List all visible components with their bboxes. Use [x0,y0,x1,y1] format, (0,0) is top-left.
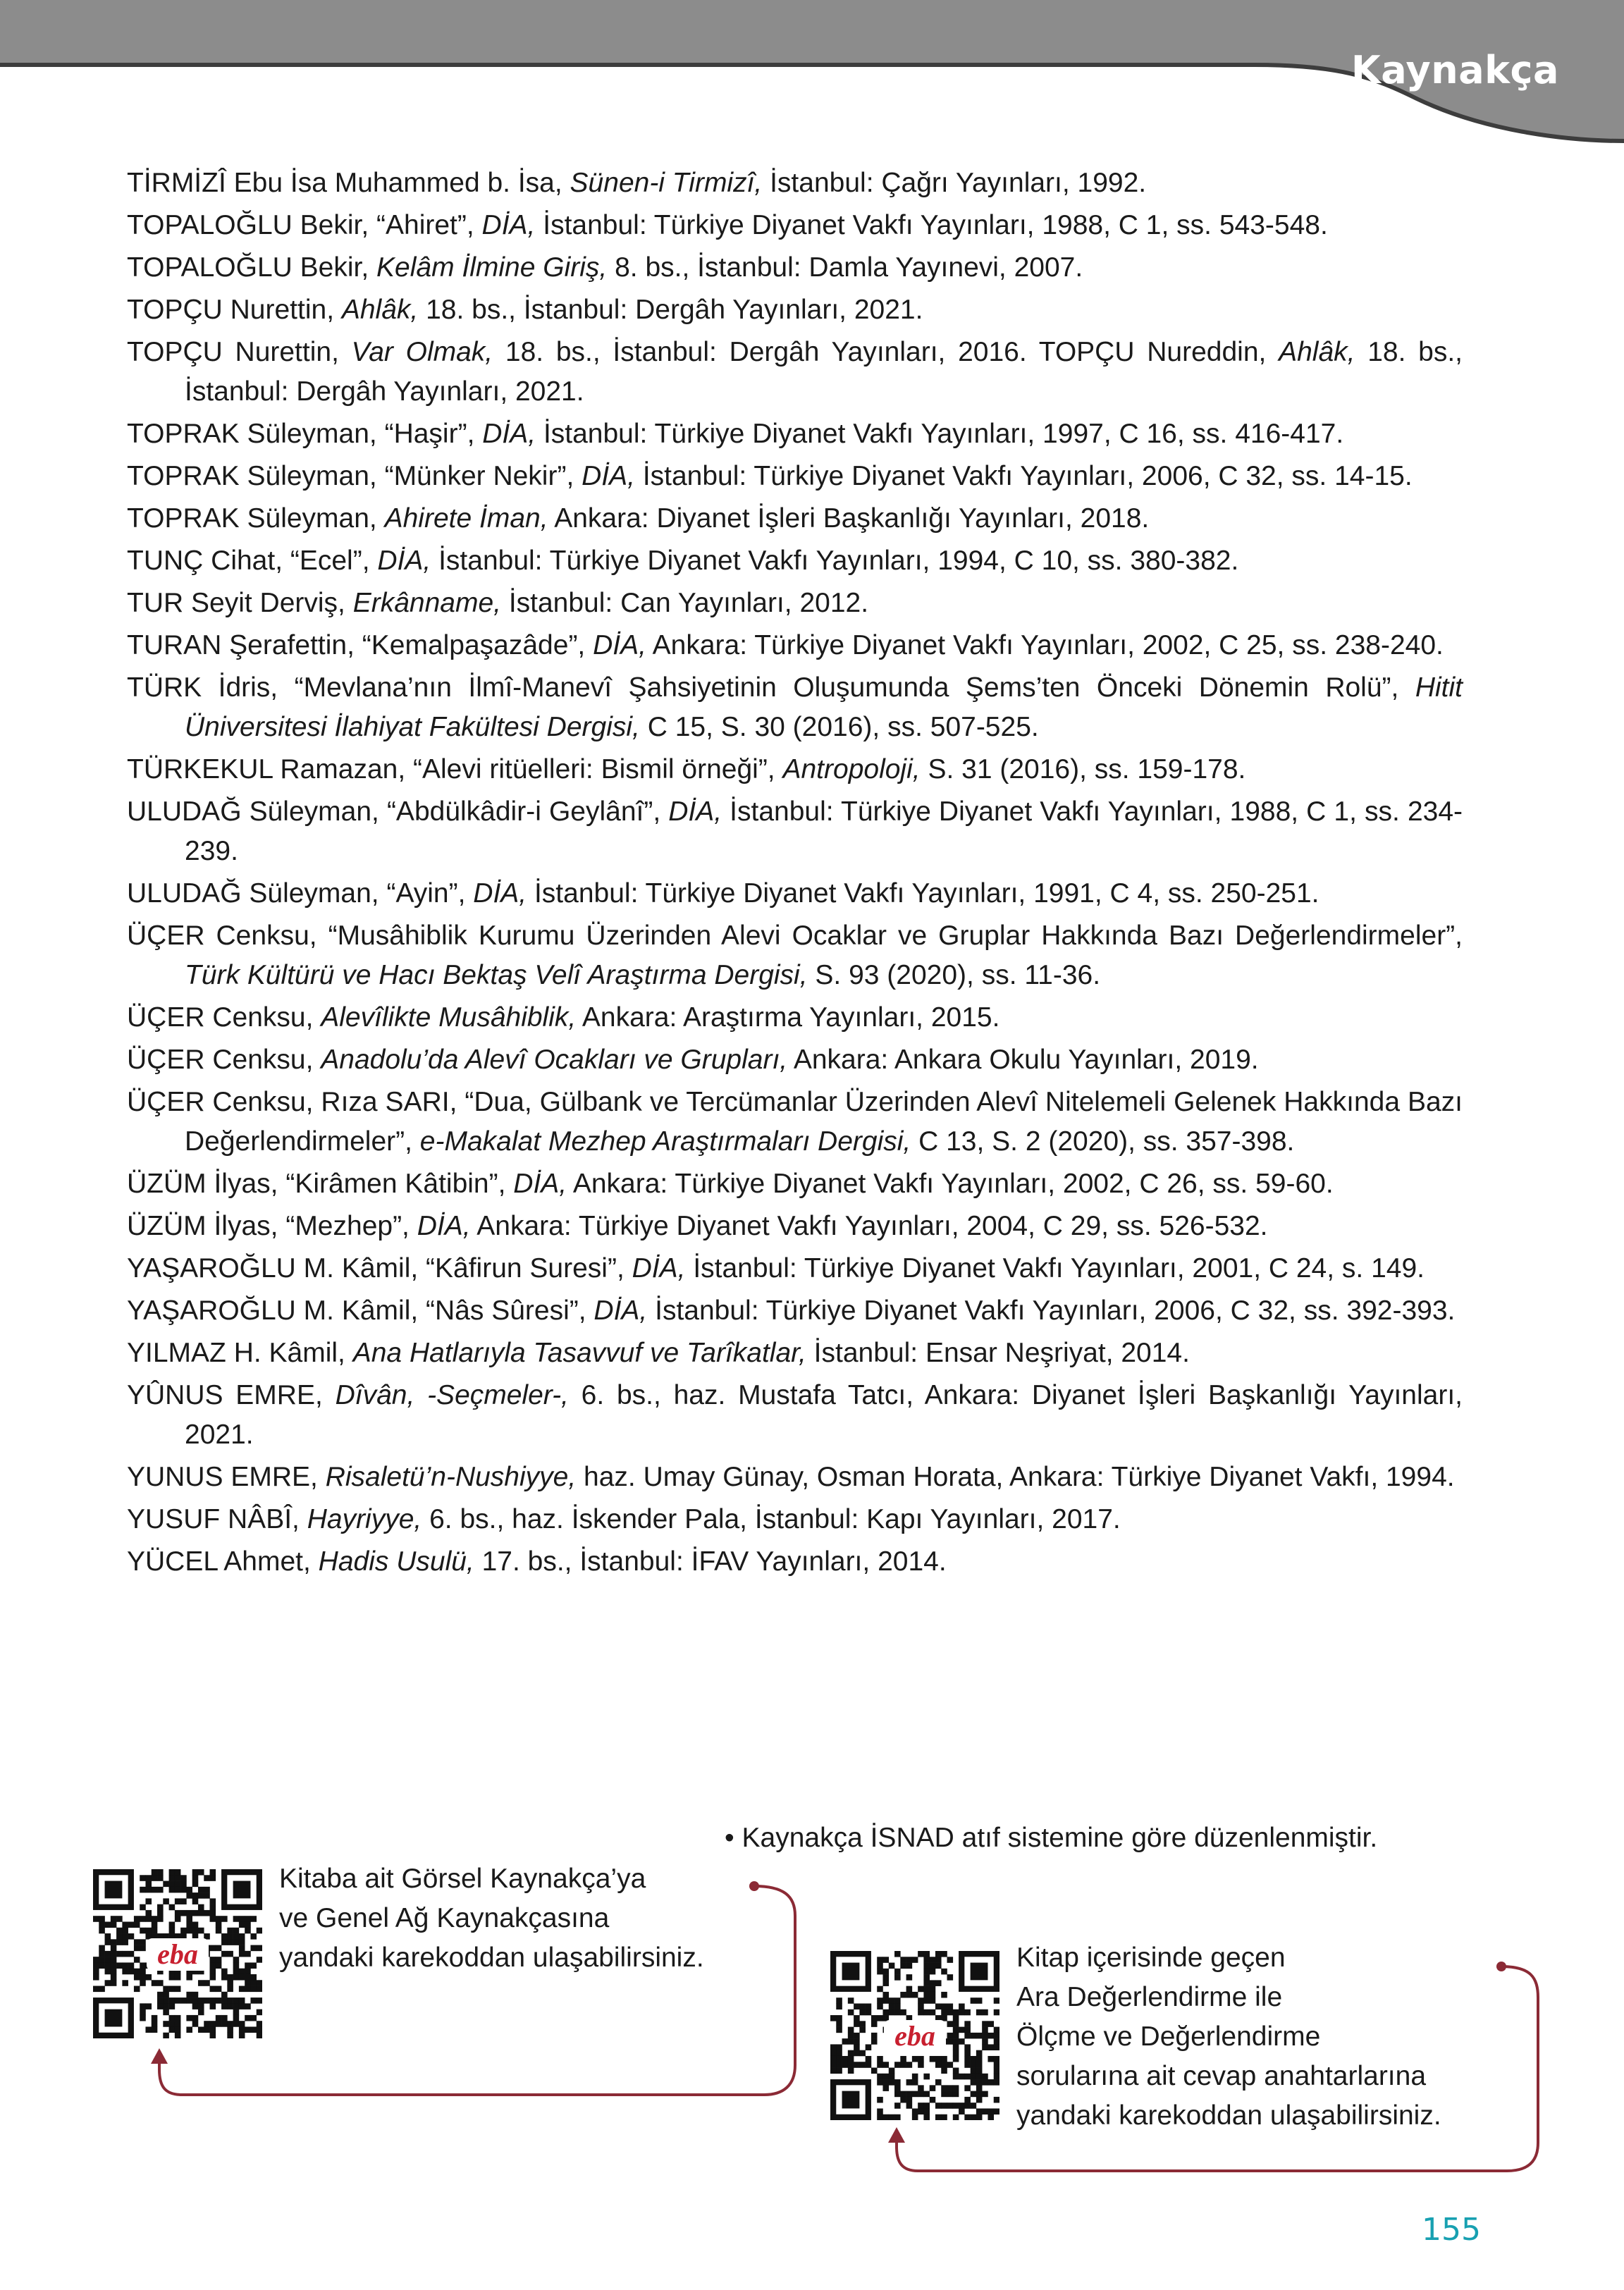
reference-entry [127,1500,1463,1539]
reference-text: 18. bs., İstanbul: Dergâh Yayınları, 2021. [185,337,1463,407]
caption-line: Ara Değerlendirme ile [1016,1982,1283,2012]
reference-entry [127,874,1463,913]
reference-entry [127,584,1463,623]
reference-text: ÜÇER Cenksu, Rıza SARI, “Dua, Gülbank ve Tercümanlar Üzerinden Alevî Nitelemeli Gelenek Hakkında Bazı Değerlendirmeler”, [127,1087,1463,1157]
reference-text: YÜCEL Ahmet, [127,1546,319,1577]
reference-text: İstanbul: Türkiye Diyanet Vakfı Yayınları, 1988, C 1, ss. 234-239. [185,796,1463,866]
caption-line: ve Genel Ağ Kaynakçasına [279,1903,610,1933]
reference-title: Ana Hatlarıyla Tasavvuf ve Tarîkatlar, [352,1338,806,1368]
reference-title: Hayriyye, [307,1504,422,1534]
arrow-up-icon [151,2048,168,2064]
reference-text: C 13, S. 2 (2020), ss. 357-398. [911,1126,1295,1157]
reference-text: ULUDAĞ Süleyman, “Ayin”, [127,878,474,909]
reference-text: TÜRKEKUL Ramazan, “Alevi ritüelleri: Bismil örneği”, [127,754,783,784]
reference-text: Ankara: Diyanet İşleri Başkanlığı Yayınları, 2018. [548,503,1150,534]
citation-system-note: • Kaynakça İSNAD atıf sistemine göre düzenlenmiştir. [725,1823,1378,1853]
caption-line: Kitaba ait Görsel Kaynakça’ya [279,1864,646,1894]
eba-logo: eba [894,2020,935,2052]
reference-text: 18. bs., İstanbul: Dergâh Yayınları, 2016. TOPÇU Nureddin, [493,337,1279,367]
reference-text: ULUDAĞ Süleyman, “Abdülkâdir-i Geylânî”, [127,796,669,827]
reference-entry [127,1458,1463,1497]
reference-text: İstanbul: Türkiye Diyanet Vakfı Yayınları, 2001, C 24, s. 149. [685,1253,1425,1283]
page-number: 155 [1422,2212,1481,2248]
reference-text: TURAN Şerafettin, “Kemalpaşazâde”, [127,630,593,660]
reference-title: Ahlâk, [341,295,419,325]
reference-text: TOPÇU Nurettin, [127,337,352,367]
reference-entry [127,206,1463,245]
reference-text: TOPRAK Süleyman, [127,503,385,534]
reference-title: DİA, [593,630,646,660]
reference-list [127,164,1463,1584]
caption-line: yandaki karekoddan ulaşabilirsiniz. [1016,2100,1441,2131]
reference-text: Ankara: Türkiye Diyanet Vakfı Yayınları, 2002, C 26, ss. 59-60. [567,1169,1334,1199]
reference-text: ÜÇER Cenksu, “Musâhiblik Kurumu Üzerinden Alevi Ocaklar ve Gruplar Hakkında Bazı Değerlendirmeler”, [127,921,1463,951]
reference-text: TÜRK İdris, “Mevlana’nın İlmî-Manevî Şahsiyetinin Oluşumunda Şems’ten Önceki Dönemin Rolü”, [127,672,1415,703]
reference-text: TUNÇ Cihat, “Ecel”, [127,546,378,576]
reference-title: Ahlâk, [1279,337,1355,367]
reference-title: Dîvân, -Seçmeler-, [335,1380,569,1410]
reference-text: ÜÇER Cenksu, [127,1002,321,1033]
reference-text: İstanbul: Türkiye Diyanet Vakfı Yayınları, 1988, C 1, ss. 543-548. [535,210,1328,240]
reference-title: DİA, [593,1295,648,1326]
reference-entry [127,541,1463,581]
reference-text: S. 31 (2016), ss. 159-178. [920,754,1246,784]
qr-code-answer-keys[interactable] [830,1951,999,2120]
reference-text: C 15, S. 30 (2016), ss. 507-525. [639,712,1039,742]
connector-dot-2 [1496,1962,1506,1971]
qr-caption-visual-sources [279,1859,704,1978]
reference-title: DİA, [582,461,635,491]
reference-text: YAŞAROĞLU M. Kâmil, “Nâs Sûresi”, [127,1295,594,1326]
reference-text: Ankara: Türkiye Diyanet Vakfı Yayınları, 2002, C 25, ss. 238-240. [646,630,1444,660]
reference-title: Alevîlikte Musâhiblik, [321,1002,577,1033]
reference-entry [127,457,1463,496]
reference-title: Hadis Usulü, [318,1546,474,1577]
reference-title: Hitit Üniversitesi İlahiyat Fakültesi Dergisi, [185,672,1463,742]
reference-text: İstanbul: Çağrı Yayınları, 1992. [762,168,1147,198]
reference-text: ÜÇER Cenksu, [127,1045,321,1075]
reference-text: 18. bs., İstanbul: Dergâh Yayınları, 2021. [418,295,923,325]
reference-text: ÜZÜM İlyas, “Kirâmen Kâtibin”, [127,1169,514,1199]
reference-entry [127,1334,1463,1373]
reference-text: İstanbul: Türkiye Diyanet Vakfı Yayınları, 1997, C 16, ss. 416-417. [536,419,1344,449]
qr-caption-answer-keys [1016,1938,1441,2136]
reference-text: TUR Seyit Derviş, [127,588,353,618]
reference-entry [127,414,1463,454]
reference-text: İstanbul: Can Yayınları, 2012. [500,588,869,618]
reference-text: Ankara: Türkiye Diyanet Vakfı Yayınları, 2004, C 29, ss. 526-532. [470,1211,1268,1241]
reference-title: DİA, [481,210,536,240]
caption-line: yandaki karekoddan ulaşabilirsiniz. [279,1943,704,1973]
reference-entry [127,1249,1463,1288]
reference-title: DİA, [473,878,527,909]
reference-title: DİA, [668,796,722,827]
reference-title: Sünen-i Tirmizî, [570,168,763,198]
reference-title: Kelâm İlmine Giriş, [376,252,608,283]
reference-entry [127,1083,1463,1162]
reference-title: DİA, [377,546,431,576]
reference-entry [127,333,1463,412]
reference-text: İstanbul: Türkiye Diyanet Vakfı Yayınları, 1991, C 4, ss. 250-251. [527,878,1320,909]
reference-text: YÛNUS EMRE, [127,1380,336,1410]
reference-text: 6. bs., haz. Mustafa Tatcı, Ankara: Diyanet İşleri Başkanlığı Yayınları, 2021. [185,1380,1463,1450]
eba-logo: eba [157,1938,198,1970]
reference-entry [127,916,1463,995]
reference-entry [127,248,1463,288]
reference-entry [127,750,1463,789]
reference-entry [127,668,1463,747]
reference-text: YILMAZ H. Kâmil, [127,1338,353,1368]
reference-title: Anadolu’da Alevî Ocakları ve Grupları, [321,1045,788,1075]
reference-text: 8. bs., İstanbul: Damla Yayınevi, 2007. [607,252,1083,283]
reference-text: YAŞAROĞLU M. Kâmil, “Kâfirun Suresi”, [127,1253,632,1283]
reference-entry [127,1164,1463,1204]
reference-entry [127,164,1463,203]
reference-text: TOPALOĞLU Bekir, [127,252,377,283]
reference-text: TOPRAK Süleyman, “Münker Nekir”, [127,461,582,491]
reference-entry [127,1376,1463,1455]
reference-title: Risaletü’n-Nushiyye, [325,1462,577,1492]
reference-text: TOPALOĞLU Bekir, “Ahiret”, [127,210,482,240]
reference-entry [127,1542,1463,1582]
reference-entry [127,626,1463,665]
reference-text: İstanbul: Türkiye Diyanet Vakfı Yayınları, 1994, C 10, ss. 380-382. [431,546,1239,576]
caption-line: sorularına ait cevap anahtarlarına [1016,2061,1427,2091]
reference-text: 17. bs., İstanbul: İFAV Yayınları, 2014. [474,1546,947,1577]
reference-entry [127,499,1463,538]
reference-text: YUNUS EMRE, [127,1462,326,1492]
reference-title: Var Olmak, [351,337,493,367]
reference-text: haz. Umay Günay, Osman Horata, Ankara: Türkiye Diyanet Vakfı, 1994. [576,1462,1455,1492]
reference-title: Türk Kültürü ve Hacı Bektaş Velî Araştırma Dergisi, [185,960,808,990]
reference-entry [127,1291,1463,1331]
reference-text: TİRMİZÎ Ebu İsa Muhammed b. İsa, [127,168,570,198]
reference-text: S. 93 (2020), ss. 11-36. [807,960,1101,990]
section-title: Kaynakça [1351,48,1559,92]
reference-entry [127,792,1463,871]
arrow-up-icon [888,2127,905,2143]
qr-code-visual-sources[interactable] [93,1869,262,2038]
reference-title: Erkânname, [352,588,501,618]
reference-entry [127,998,1463,1038]
reference-entry [127,1040,1463,1080]
reference-title: DİA, [417,1211,471,1241]
reference-title: DİA, [632,1253,686,1283]
caption-line: Kitap içerisinde geçen [1016,1943,1286,1973]
reference-title: DİA, [513,1169,567,1199]
reference-text: İstanbul: Türkiye Diyanet Vakfı Yayınları, 2006, C 32, ss. 392-393. [647,1295,1456,1326]
reference-text: TOPÇU Nurettin, [127,295,342,325]
reference-text: 6. bs., haz. İskender Pala, İstanbul: Kapı Yayınları, 2017. [422,1504,1121,1534]
reference-entry [127,1207,1463,1246]
reference-title: DİA, [482,419,536,449]
connector-dot-1 [749,1881,759,1891]
reference-text: YUSUF NÂBÎ, [127,1504,307,1534]
caption-line: Ölçme ve Değerlendirme [1016,2021,1321,2052]
reference-title: e-Makalat Mezhep Araştırmaları Dergisi, [419,1126,911,1157]
reference-text: TOPRAK Süleyman, “Haşir”, [127,419,483,449]
reference-text: İstanbul: Türkiye Diyanet Vakfı Yayınları, 2006, C 32, ss. 14-15. [634,461,1413,491]
reference-text: Ankara: Araştırma Yayınları, 2015. [576,1002,1000,1033]
reference-title: Ahirete İman, [384,503,548,534]
reference-text: İstanbul: Ensar Neşriyat, 2014. [806,1338,1190,1368]
reference-text: Ankara: Ankara Okulu Yayınları, 2019. [787,1045,1259,1075]
reference-title: Antropoloji, [782,754,921,784]
reference-text: ÜZÜM İlyas, “Mezhep”, [127,1211,417,1241]
reference-entry [127,290,1463,330]
